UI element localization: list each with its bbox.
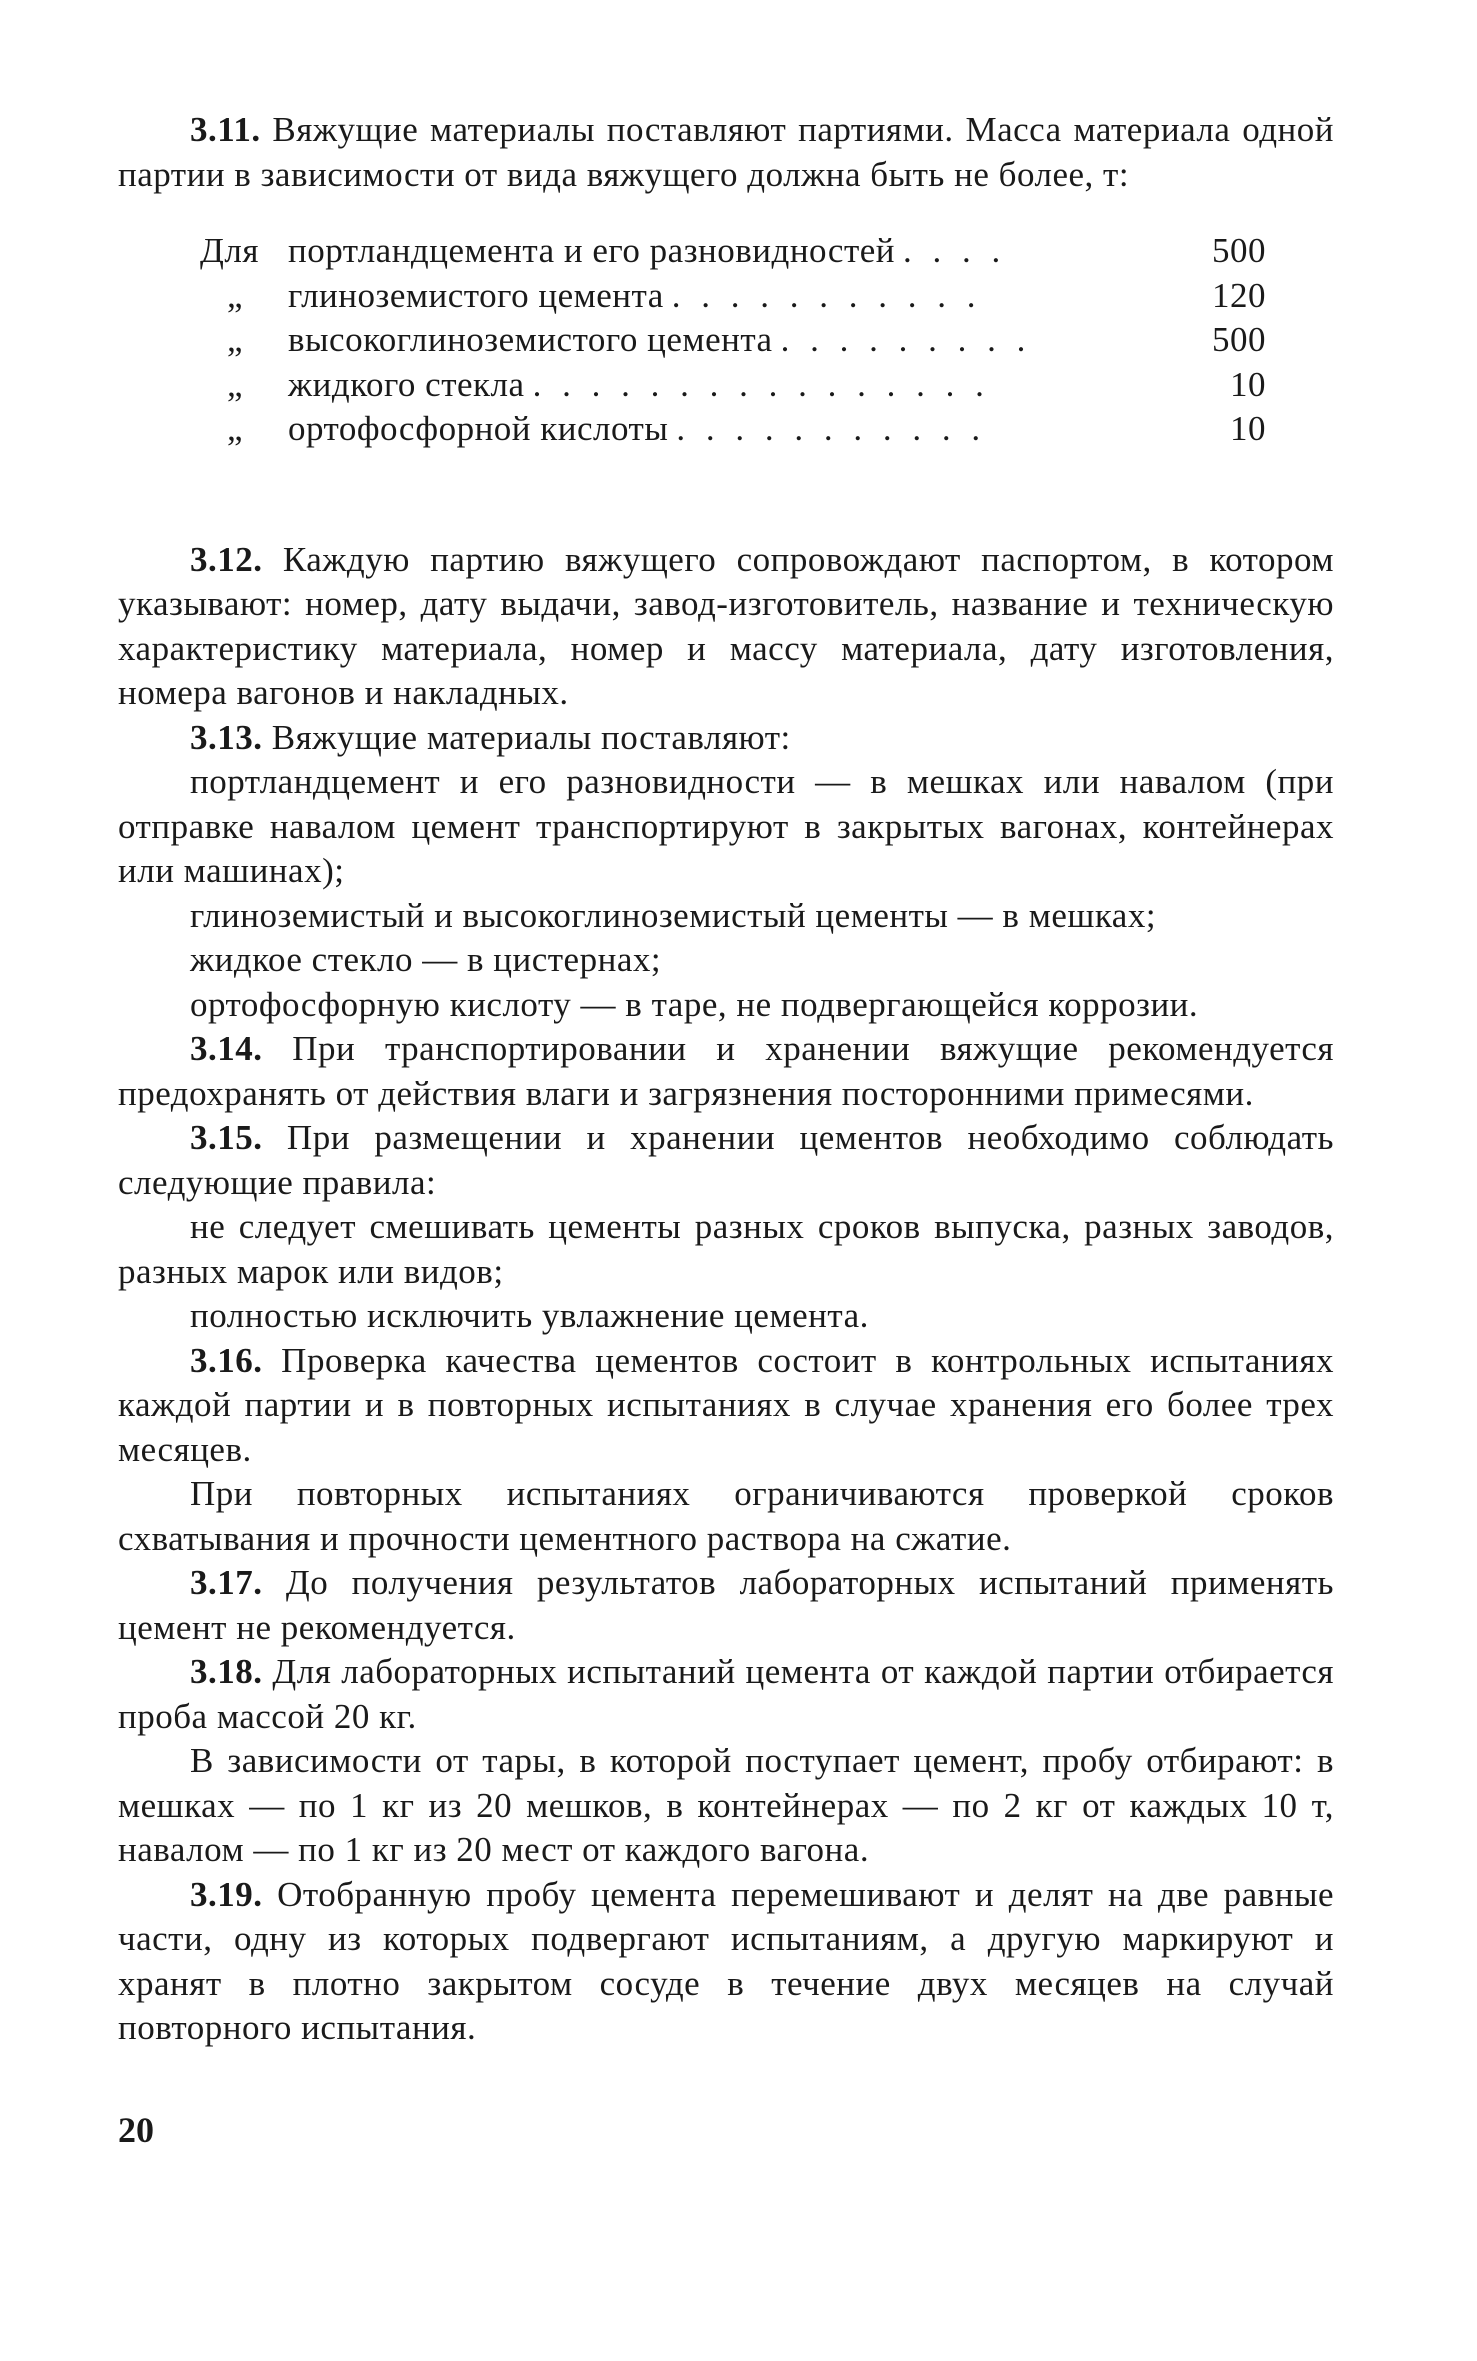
dot-leader: . . . . . . . . . . . [676, 409, 987, 448]
list-value: 10 [1230, 364, 1266, 404]
clause-number: 3.11. [190, 110, 261, 149]
list-value: 500 [1212, 231, 1266, 270]
paragraph-3-17 [118, 1561, 1334, 1650]
clause-number: 3.17. [190, 1563, 263, 1602]
paragraph-3-16 [118, 1339, 1334, 1473]
list-prefix: „ [226, 409, 244, 448]
paragraph-acid [118, 983, 1334, 1028]
clause-number: 3.13. [190, 717, 263, 757]
paragraph-text: Для лабораторных испытаний цемента от каждой партии отбирается проба массой 20 кг. [118, 1652, 1334, 1736]
paragraph-3-11 [118, 108, 1334, 197]
list-item [200, 407, 1266, 452]
list-value: 120 [1212, 275, 1266, 315]
paragraph-text: При транспортировании и хранении вяжущие рекомендуется предохранять от действия влаги и загрязнения посторонними примесями. [118, 1029, 1334, 1113]
clause-number: 3.16. [190, 1340, 263, 1380]
paragraph-text: При размещении и хранении цементов необходимо соблюдать следующие правила: [118, 1118, 1334, 1202]
document-page [118, 108, 1334, 2051]
list-value: 500 [1212, 320, 1266, 359]
dot-leader: . . . . [903, 231, 1007, 270]
list-prefix: „ [226, 320, 244, 359]
paragraph-sampling [118, 1739, 1334, 1873]
dot-leader: . . . . . . . . . . . . . . . . [532, 364, 990, 404]
paragraph-text: Каждую партию вяжущего сопровождают паспортом, в котором указывают: номер, дату выдачи, завод-изготовитель, название и техническую характеристику материала, номер и массу материала, дату изготовления, номера вагонов и накладных. [118, 539, 1334, 712]
paragraph-3-19 [118, 1873, 1334, 2051]
paragraph-text: не следует смешивать цементы разных сроков выпуска, разных заводов, разных марок или видов; [118, 1207, 1334, 1291]
batch-mass-list [200, 229, 1266, 452]
clause-number: 3.12. [190, 539, 263, 579]
list-item [200, 229, 1266, 274]
paragraph-text: В зависимости от тары, в которой поступает цемент, пробу отбирают: в мешках — по 1 кг из 20 мешков, в контейнерах — по 2 кг от каждых 10 т, навалом — по 1 кг из 20 мест от каждого вагона. [118, 1741, 1334, 1869]
list-label: портландцемента и его разновидностей [288, 231, 896, 270]
paragraph-glass [118, 938, 1334, 983]
paragraph-3-13 [118, 716, 1334, 761]
clause-number: 3.18. [190, 1652, 263, 1691]
paragraph-text: Проверка качества цементов состоит в контрольных испытаниях каждой партии и в повторных испытаниях в случае хранения его более трех месяцев. [118, 1340, 1334, 1469]
clause-number: 3.14. [190, 1029, 263, 1068]
paragraph-text: ортофосфорную кислоту — в таре, не подвергающейся коррозии. [190, 984, 1199, 1024]
list-prefix: Для [200, 231, 259, 270]
paragraph-text: При повторных испытаниях ограничиваются проверкой сроков схватывания и прочности цементного раствора на сжатие. [118, 1474, 1334, 1558]
list-value: 10 [1230, 409, 1266, 448]
list-prefix: „ [226, 275, 244, 315]
paragraph-text: До получения результатов лабораторных испытаний применять цемент не рекомендуется. [118, 1563, 1334, 1647]
list-prefix: „ [226, 364, 244, 404]
paragraph-3-15 [118, 1116, 1334, 1205]
clause-number: 3.19. [190, 1874, 263, 1914]
list-item [200, 363, 1266, 408]
list-label: высокоглиноземистого цемента [288, 320, 773, 359]
list-label: глиноземистого цемента [288, 275, 664, 315]
clause-number: 3.15. [190, 1118, 263, 1157]
paragraph-no-mixing [118, 1205, 1334, 1294]
paragraph-text: портландцемент и его разновидности — в мешках или навалом (при отправке навалом цемент транспортируют в закрытых вагонах, контейнерах или машинах); [118, 762, 1334, 890]
list-item [200, 274, 1266, 319]
list-label: ортофосфорной кислоты [288, 409, 669, 448]
paragraph-3-12 [118, 538, 1334, 716]
page-number: 20 [118, 2110, 154, 2150]
paragraph-repeat-tests [118, 1472, 1334, 1561]
paragraph-3-18 [118, 1650, 1334, 1739]
dot-leader: . . . . . . . . . . . [671, 275, 982, 315]
list-item [200, 318, 1266, 363]
list-label: жидкого стекла [288, 364, 525, 404]
paragraph-text: Вяжущие материалы поставляют: [262, 717, 791, 757]
paragraph-3-14 [118, 1027, 1334, 1116]
dot-leader: . . . . . . . . . [780, 320, 1032, 359]
paragraph-no-moisture [118, 1294, 1334, 1339]
paragraph-text: Отобранную пробу цемента перемешивают и делят на две равные части, одну из которых подвергают испытаниям, а другую маркируют и хранят в плотно закрытом сосуде в течение двух месяцев на случай повторного испытания. [118, 1874, 1334, 2047]
paragraph-text: Вяжущие материалы поставляют партиями. Масса материала одной партии в зависимости от вида вяжущего должна быть не более, т: [118, 110, 1334, 194]
paragraph-alumina [118, 894, 1334, 939]
paragraph-text: глиноземистый и высокоглиноземистый цементы — в мешках; [190, 895, 1157, 935]
paragraph-text: полностью исключить увлажнение цемента. [190, 1296, 869, 1335]
paragraph-text: жидкое стекло — в цистернах; [190, 940, 662, 979]
paragraph-portland [118, 760, 1334, 894]
main-text [118, 538, 1334, 2051]
